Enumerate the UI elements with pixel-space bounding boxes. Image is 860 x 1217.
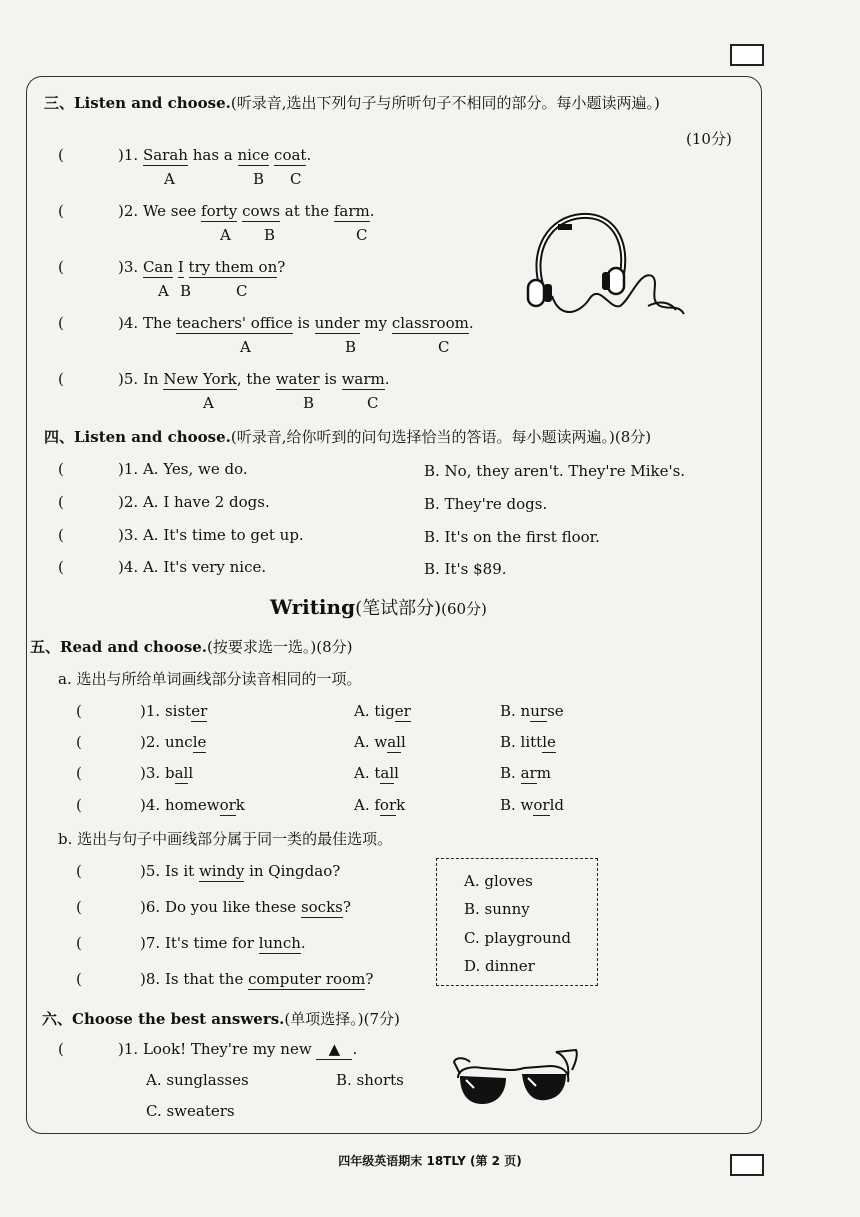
letter-c: C: [356, 226, 368, 244]
answer-paren: (: [58, 202, 64, 220]
s6-option-b: B. shorts: [336, 1071, 404, 1089]
letter-c: C: [438, 338, 450, 356]
s5-item-7: )7. It's time for lunch.: [140, 934, 306, 952]
s5-item-2-a: A. wall: [354, 733, 406, 751]
letter-a: A: [164, 170, 175, 188]
s3-item-2: )2. We see forty cows at the farm.: [118, 202, 375, 220]
s5-item-1-b: B. nurse: [500, 702, 564, 720]
section-5a-label: a. 选出与所给单词画线部分读音相同的一项。: [58, 670, 362, 688]
s4-item-4: )4. A. It's very nice.: [118, 558, 267, 576]
s4-item-2-b: B. They're dogs.: [424, 495, 548, 513]
s4-item-3: )3. A. It's time to get up.: [118, 526, 304, 544]
answer-paren: (: [58, 146, 64, 164]
s5-item-4: )4. homework: [140, 796, 245, 814]
section-4-title: 四、Listen and choose.(听录音,给你听到的问句选择恰当的答语。每小题读两遍。)(8分): [44, 428, 652, 446]
s5-item-2: )2. uncle: [140, 733, 207, 751]
answer-paren: (: [76, 862, 82, 880]
letter-c: C: [236, 282, 248, 300]
answer-paren: (: [76, 898, 82, 916]
s4-item-3-b: B. It's on the first floor.: [424, 528, 600, 546]
answer-paren: (: [76, 934, 82, 952]
s4-item-4-b: B. It's $89.: [424, 560, 507, 578]
letter-c: C: [367, 394, 379, 412]
letter-c: C: [290, 170, 302, 188]
s6-option-a: A. sunglasses: [146, 1071, 249, 1089]
s5-item-3-b: B. arm: [500, 764, 551, 782]
letter-b: B: [253, 170, 265, 188]
s3-item-3: )3. Can I try them on?: [118, 258, 286, 276]
s5-item-4-a: A. fork: [354, 796, 406, 814]
letter-b: B: [264, 226, 276, 244]
page-footer: 四年级英语期末 18TLY (第 2 页): [338, 1154, 522, 1168]
letter-a: A: [240, 338, 251, 356]
s5-item-3-a: A. tall: [354, 764, 399, 782]
s5-item-4-b: B. world: [500, 796, 565, 814]
answer-paren: (: [58, 370, 64, 388]
s5-item-1-a: A. tiger: [354, 702, 411, 720]
s5-item-8: )8. Is that the computer room?: [140, 970, 374, 988]
s5-item-5: )5. Is it windy in Qingdao?: [140, 862, 341, 880]
section-5b-label: b. 选出与句子中画线部分属于同一类的最佳选项。: [58, 830, 393, 848]
letter-a: A: [158, 282, 169, 300]
letter-b: B: [345, 338, 357, 356]
section-3-score: (10分): [686, 130, 732, 148]
answer-paren: (: [58, 526, 64, 544]
headphones-icon: [520, 210, 688, 328]
letter-b: B: [180, 282, 192, 300]
section-5-title: 五、Read and choose.(按要求选一选。)(8分): [30, 638, 353, 656]
corner-box-top: [730, 44, 764, 66]
answer-paren: (: [58, 460, 64, 478]
s4-item-1-b: B. No, they aren't. They're Mike's.: [424, 462, 686, 480]
letter-a: A: [203, 394, 214, 412]
letter-a: A: [220, 226, 231, 244]
answer-paren: (: [58, 1040, 64, 1058]
answer-paren: (: [76, 702, 82, 720]
s6-option-c: C. sweaters: [146, 1102, 235, 1120]
answer-paren: (: [76, 796, 82, 814]
box-option-c: C. playground: [464, 929, 572, 947]
s3-item-5: )5. In New York, the water is warm.: [118, 370, 390, 388]
s6-item-1: )1. Look! They're my new ▲ .: [118, 1040, 358, 1058]
answer-paren: (: [58, 493, 64, 511]
section-3-title: 三、Listen and choose.(听录音,选出下列句子与所听句子不相同的部分。每小题读两遍。): [44, 94, 660, 112]
s5-item-6: )6. Do you like these socks?: [140, 898, 351, 916]
answer-paren: (: [58, 258, 64, 276]
s3-item-1: )1. Sarah has a nice coat.: [118, 146, 312, 164]
writing-title: Writing(笔试部分)(60分): [270, 595, 487, 619]
s3-item-4: )4. The teachers' office is under my classroom.: [118, 314, 474, 332]
box-option-d: D. dinner: [464, 957, 535, 975]
letter-b: B: [303, 394, 315, 412]
s5-item-1: )1. sister: [140, 702, 208, 720]
answer-paren: (: [76, 764, 82, 782]
answer-paren: (: [58, 314, 64, 332]
answer-paren: (: [58, 558, 64, 576]
sunglasses-icon: [452, 1048, 578, 1110]
answer-paren: (: [76, 733, 82, 751]
box-option-b: B. sunny: [464, 900, 530, 918]
s4-item-2: )2. A. I have 2 dogs.: [118, 493, 270, 511]
s5-item-2-b: B. little: [500, 733, 556, 751]
answer-paren: (: [76, 970, 82, 988]
box-option-a: A. gloves: [464, 872, 533, 890]
s4-item-1: )1. A. Yes, we do.: [118, 460, 248, 478]
section-6-title: 六、Choose the best answers.(单项选择。)(7分): [42, 1010, 400, 1028]
s5-item-3: )3. ball: [140, 764, 194, 782]
